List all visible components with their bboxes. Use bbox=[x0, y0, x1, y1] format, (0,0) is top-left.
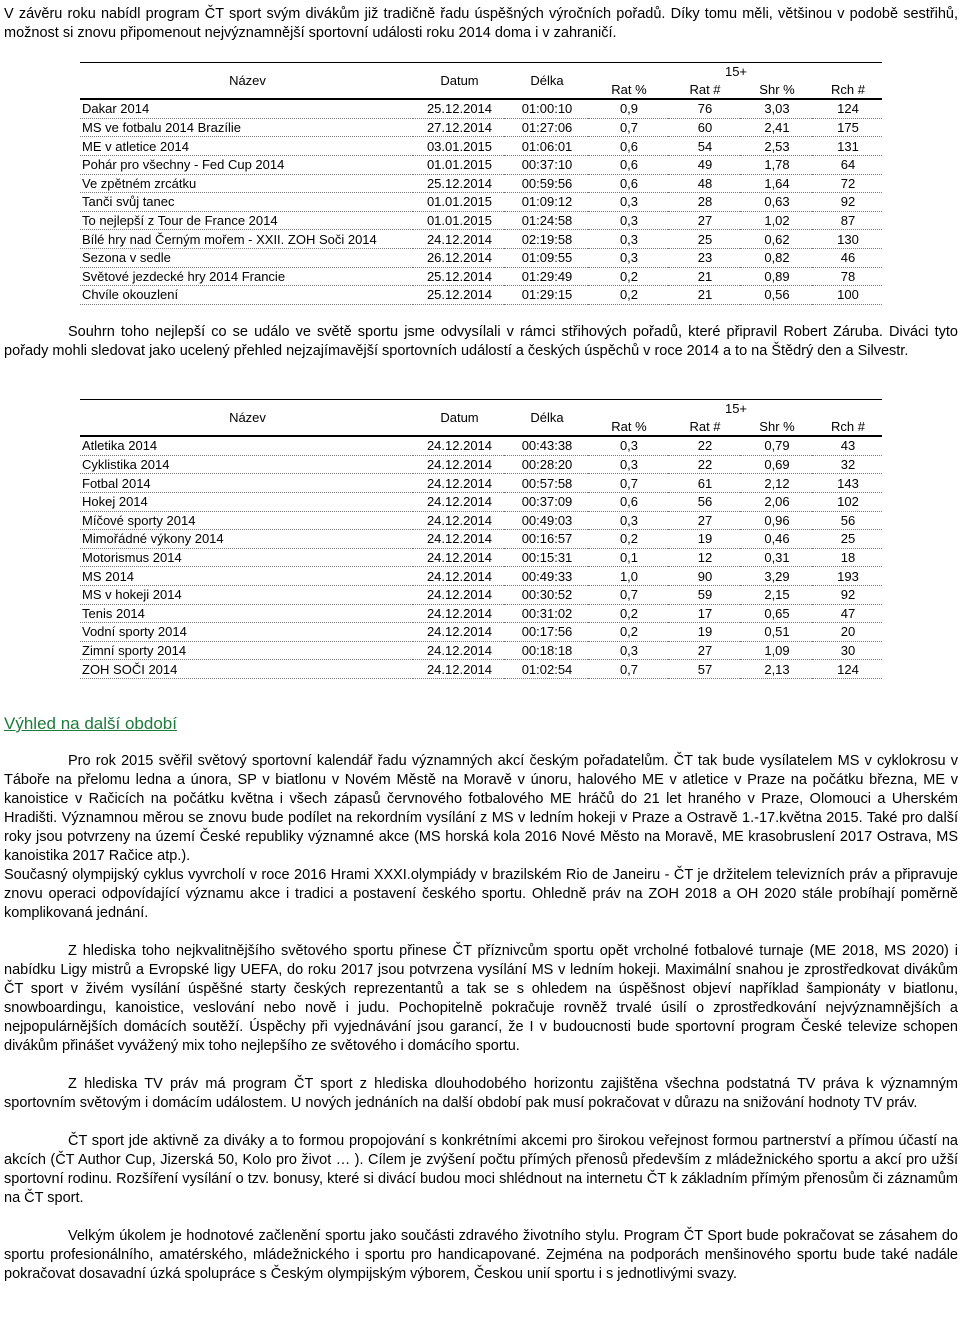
cell-length: 01:27:06 bbox=[504, 118, 588, 137]
cell-date: 25.12.2014 bbox=[413, 267, 504, 286]
cell-date: 25.12.2014 bbox=[413, 286, 504, 305]
cell-rat-pct: 0,2 bbox=[588, 286, 668, 305]
cell-length: 01:06:01 bbox=[504, 137, 588, 156]
cell-rat-num: 21 bbox=[668, 286, 740, 305]
header-length: Délka bbox=[504, 63, 588, 100]
outlook-paragraph-olympics: Současný olympijský cyklus vyvrcholí v roce 2016 Hrami XXXI.olympiády v brazilském Rio de Janeiru - ČT je držitelem televizních práv a připravuje znovu operaci odpovídající významu akce i tradici a postavení českého sportu. Ohledně práv na ZOH 2018 a OH 2020 stále probíhají poměrně komplikovaná jednání. bbox=[4, 867, 958, 921]
annual-programs-table bbox=[80, 62, 882, 305]
cell-shr-pct: 0,65 bbox=[740, 604, 812, 623]
cell-rat-pct: 0,3 bbox=[588, 211, 668, 230]
cell-name: ZOH SOČI 2014 bbox=[80, 660, 413, 679]
cell-rat-pct: 1,0 bbox=[588, 567, 668, 586]
table-row bbox=[80, 267, 882, 286]
cell-date: 26.12.2014 bbox=[413, 248, 504, 267]
cell-name: ME v atletice 2014 bbox=[80, 137, 413, 156]
table-row bbox=[80, 211, 882, 230]
cell-rat-num: 12 bbox=[668, 548, 740, 567]
cell-name: Tanči svůj tanec bbox=[80, 193, 413, 212]
cell-rat-pct: 0,7 bbox=[588, 474, 668, 493]
cell-rat-num: 56 bbox=[668, 492, 740, 511]
cell-date: 27.12.2014 bbox=[413, 118, 504, 137]
cell-rat-num: 17 bbox=[668, 604, 740, 623]
cell-shr-pct: 0,63 bbox=[740, 193, 812, 212]
cell-length: 00:17:56 bbox=[504, 623, 588, 642]
header-name: Název bbox=[80, 63, 413, 100]
cell-length: 00:16:57 bbox=[504, 530, 588, 549]
cell-name: Dakar 2014 bbox=[80, 99, 413, 118]
cell-length: 00:18:18 bbox=[504, 641, 588, 660]
cell-rch-num: 64 bbox=[812, 155, 882, 174]
section-title: Výhled na další období bbox=[4, 714, 177, 733]
cell-rch-num: 20 bbox=[812, 623, 882, 642]
cell-rat-pct: 0,9 bbox=[588, 99, 668, 118]
cell-date: 24.12.2014 bbox=[413, 436, 504, 455]
cell-rch-num: 30 bbox=[812, 641, 882, 660]
cell-rat-pct: 0,3 bbox=[588, 193, 668, 212]
cell-date: 25.12.2014 bbox=[413, 99, 504, 118]
cell-date: 01.01.2015 bbox=[413, 193, 504, 212]
cell-name: Tenis 2014 bbox=[80, 604, 413, 623]
cell-shr-pct: 0,79 bbox=[740, 436, 812, 455]
header-date: Datum bbox=[413, 63, 504, 100]
cell-name: Hokej 2014 bbox=[80, 492, 413, 511]
table-row bbox=[80, 436, 882, 455]
cell-rat-pct: 0,6 bbox=[588, 155, 668, 174]
cell-date: 24.12.2014 bbox=[413, 641, 504, 660]
cell-shr-pct: 0,51 bbox=[740, 623, 812, 642]
cell-rat-pct: 0,6 bbox=[588, 174, 668, 193]
cell-rat-num: 22 bbox=[668, 436, 740, 455]
cell-rat-pct: 0,3 bbox=[588, 511, 668, 530]
cell-rat-num: 49 bbox=[668, 155, 740, 174]
cell-rat-num: 59 bbox=[668, 585, 740, 604]
cell-name: Vodní sporty 2014 bbox=[80, 623, 413, 642]
cell-length: 01:24:58 bbox=[504, 211, 588, 230]
header-date: Datum bbox=[413, 400, 504, 437]
summary-paragraph: Souhrn toho nejlepší co se událo ve světě sportu jsme odvysílali v rámci střihových pořadů, které připravil Robert Záruba. Diváci tyto pořady mohli sledovat jako ucelený přehled nejzajímavější sportovních událostí a českých úspěchů v roce 2014 a to na Štědrý den a Silvestr. bbox=[4, 324, 958, 359]
cell-length: 00:49:03 bbox=[504, 511, 588, 530]
header-rat-num: Rat # bbox=[668, 418, 740, 437]
cell-shr-pct: 3,03 bbox=[740, 99, 812, 118]
cell-shr-pct: 0,69 bbox=[740, 455, 812, 474]
cell-name: MS ve fotbalu 2014 Brazílie bbox=[80, 118, 413, 137]
cell-rch-num: 193 bbox=[812, 567, 882, 586]
table-row bbox=[80, 118, 882, 137]
cell-name: Chvíle okouzlení bbox=[80, 286, 413, 305]
table-row bbox=[80, 474, 882, 493]
cell-name: Pohár pro všechny - Fed Cup 2014 bbox=[80, 155, 413, 174]
cell-length: 00:15:31 bbox=[504, 548, 588, 567]
cell-rat-num: 27 bbox=[668, 641, 740, 660]
table-row bbox=[80, 530, 882, 549]
header-shr-pct: Shr % bbox=[740, 81, 812, 100]
cell-shr-pct: 2,12 bbox=[740, 474, 812, 493]
cell-shr-pct: 2,13 bbox=[740, 660, 812, 679]
cell-shr-pct: 1,09 bbox=[740, 641, 812, 660]
header-rat-num: Rat # bbox=[668, 81, 740, 100]
cell-length: 00:49:33 bbox=[504, 567, 588, 586]
cell-length: 01:09:12 bbox=[504, 193, 588, 212]
cell-length: 00:37:10 bbox=[504, 155, 588, 174]
table-row bbox=[80, 193, 882, 212]
cell-shr-pct: 0,56 bbox=[740, 286, 812, 305]
cell-date: 24.12.2014 bbox=[413, 623, 504, 642]
cell-rat-pct: 0,3 bbox=[588, 248, 668, 267]
cell-rat-num: 76 bbox=[668, 99, 740, 118]
header-rch-num: Rch # bbox=[812, 81, 882, 100]
outlook-paragraph-events: Pro rok 2015 svěřil světový sportovní kalendář řadu významných akcí českým pořadatelům. ČT tak bude vysílatelem MS v cyklokrosu v Táboře na přelomu ledna a února, SP v biatlonu v Novém Městě na Moravě v únoru, halového ME v atletice v Praze na počátku března, ME v kanoistice v Račicích na počátku května i všech zápasů červnového fotbalového ME hráčů do 21 let hraného v Praze, Olomouci a Uherském Hradišti. Významnou měrou se znovu bude podílet na rekordním vysílání z MS v ledním hokeji v Praze a Ostravě 1.-17.května 2015. Také pro další roky jsou potvrzeny na území České republiky významné akce (MS horská kola 2016 Nové Město na Moravě, ME krasobruslení 2017 Ostrava, MS kanoistika 2017 Račice atp.). bbox=[4, 753, 958, 864]
cell-rch-num: 46 bbox=[812, 248, 882, 267]
table-row bbox=[80, 641, 882, 660]
cell-rat-num: 25 bbox=[668, 230, 740, 249]
cell-rat-pct: 0,3 bbox=[588, 455, 668, 474]
cell-name: MS 2014 bbox=[80, 567, 413, 586]
cell-date: 24.12.2014 bbox=[413, 230, 504, 249]
cell-rat-pct: 0,2 bbox=[588, 530, 668, 549]
cell-rch-num: 143 bbox=[812, 474, 882, 493]
cell-length: 00:59:56 bbox=[504, 174, 588, 193]
cell-rat-num: 57 bbox=[668, 660, 740, 679]
cell-date: 24.12.2014 bbox=[413, 660, 504, 679]
cell-shr-pct: 0,62 bbox=[740, 230, 812, 249]
cell-rat-num: 27 bbox=[668, 511, 740, 530]
cell-shr-pct: 0,31 bbox=[740, 548, 812, 567]
cell-date: 24.12.2014 bbox=[413, 604, 504, 623]
cell-shr-pct: 1,02 bbox=[740, 211, 812, 230]
cell-length: 01:29:49 bbox=[504, 267, 588, 286]
cell-rat-pct: 0,3 bbox=[588, 230, 668, 249]
cell-rat-pct: 0,6 bbox=[588, 137, 668, 156]
cell-name: Světové jezdecké hry 2014 Francie bbox=[80, 267, 413, 286]
cell-length: 01:02:54 bbox=[504, 660, 588, 679]
cell-name: Ve zpětném zrcátku bbox=[80, 174, 413, 193]
cell-rch-num: 18 bbox=[812, 548, 882, 567]
cell-date: 24.12.2014 bbox=[413, 585, 504, 604]
cell-shr-pct: 1,64 bbox=[740, 174, 812, 193]
cell-shr-pct: 2,53 bbox=[740, 137, 812, 156]
cell-date: 24.12.2014 bbox=[413, 474, 504, 493]
cell-rat-pct: 0,2 bbox=[588, 267, 668, 286]
cell-length: 00:28:20 bbox=[504, 455, 588, 474]
table-row bbox=[80, 567, 882, 586]
table-row bbox=[80, 511, 882, 530]
cell-rat-num: 48 bbox=[668, 174, 740, 193]
cell-length: 00:37:09 bbox=[504, 492, 588, 511]
cell-rch-num: 43 bbox=[812, 436, 882, 455]
cell-date: 24.12.2014 bbox=[413, 530, 504, 549]
table-row bbox=[80, 248, 882, 267]
table-row bbox=[80, 137, 882, 156]
outlook-paragraph-audience: ČT sport jde aktivně za diváky a to formou propojování s konkrétními akcemi pro širokou veřejnost formou partnerství a přímou účastí na akcích (ČT Author Cup, Jizerská 50, Kolo pro život … ). Cílem je zvýšení počtu přímých přenosů především z mládežnického sportu a akcí pro užší sportovní rodinu. Rozšíření vysílání o tzv. bonusy, které si divácí budou moci shlédnout na internetu ČT k základním přímým přenosům či záznamům na ČT sport. bbox=[4, 1133, 958, 1206]
header-rat-pct: Rat % bbox=[588, 418, 668, 437]
cell-rat-pct: 0,7 bbox=[588, 660, 668, 679]
cell-rat-num: 61 bbox=[668, 474, 740, 493]
table-row bbox=[80, 585, 882, 604]
header-length: Délka bbox=[504, 400, 588, 437]
review-programs-table bbox=[80, 399, 882, 679]
cell-rch-num: 92 bbox=[812, 585, 882, 604]
table-row bbox=[80, 155, 882, 174]
cell-rat-pct: 0,6 bbox=[588, 492, 668, 511]
cell-date: 24.12.2014 bbox=[413, 492, 504, 511]
cell-length: 00:43:38 bbox=[504, 436, 588, 455]
table-row bbox=[80, 660, 882, 679]
header-audience-group: 15+ bbox=[588, 63, 882, 81]
intro-paragraph: V závěru roku nabídl program ČT sport svým divákům již tradičně řadu úspěšných výročních pořadů. Díky tomu měli, většinou v podobě sestřihů, možnost si znovu připomenout nejvýznamnější sportovní události roku 2014 doma i v zahraničí. bbox=[4, 6, 958, 41]
cell-name: Míčové sporty 2014 bbox=[80, 511, 413, 530]
table-row bbox=[80, 230, 882, 249]
cell-shr-pct: 0,46 bbox=[740, 530, 812, 549]
cell-shr-pct: 0,96 bbox=[740, 511, 812, 530]
outlook-paragraph-top-sport: Z hlediska toho nejkvalitnějšího světového sportu přinese ČT příznivcům sportu opět vrcholné fotbalové turnaje (ME 2018, MS 2020) i nabídku Ligy mistrů a Evropské ligy UEFA, do roku 2017 jsou potvrzena vysílání MS v ledním hokeji. Maximální snahou je zprostředkovat divákům ČT sport v živém vysílání úspěšné starty českých reprezentantů a tak se s ohledem na úspěšnost objeví například šampionáty v biatlonu, snowboardingu, kanoistice, veslování nebo nově i judu. Pochopitelně pokračuje rovněž trvalé úsilí o zprostředkování nejvýznamnějších a nejpopulárnějších domácích soutěží. Úspěchy při vyjednávání jsou garancí, že I v budoucnosti bude sportovní program České televize schopen divákům přinášet vyvážený mix toho nejlepšího ze světového i domácího sportu. bbox=[4, 943, 958, 1054]
cell-rch-num: 56 bbox=[812, 511, 882, 530]
cell-date: 24.12.2014 bbox=[413, 548, 504, 567]
cell-shr-pct: 0,89 bbox=[740, 267, 812, 286]
header-shr-pct: Shr % bbox=[740, 418, 812, 437]
cell-name: Sezona v sedle bbox=[80, 248, 413, 267]
cell-shr-pct: 2,15 bbox=[740, 585, 812, 604]
header-name: Název bbox=[80, 400, 413, 437]
cell-name: Mimořádné výkony 2014 bbox=[80, 530, 413, 549]
cell-rat-num: 19 bbox=[668, 530, 740, 549]
cell-date: 01.01.2015 bbox=[413, 211, 504, 230]
cell-rat-num: 23 bbox=[668, 248, 740, 267]
cell-rat-num: 28 bbox=[668, 193, 740, 212]
cell-rch-num: 102 bbox=[812, 492, 882, 511]
table-row bbox=[80, 604, 882, 623]
cell-length: 02:19:58 bbox=[504, 230, 588, 249]
table-row bbox=[80, 492, 882, 511]
cell-name: To nejlepší z Tour de France 2014 bbox=[80, 211, 413, 230]
header-rat-pct: Rat % bbox=[588, 81, 668, 100]
cell-rat-pct: 0,3 bbox=[588, 641, 668, 660]
cell-rch-num: 78 bbox=[812, 267, 882, 286]
cell-name: Fotbal 2014 bbox=[80, 474, 413, 493]
cell-name: MS v hokeji 2014 bbox=[80, 585, 413, 604]
cell-length: 00:57:58 bbox=[504, 474, 588, 493]
cell-rat-num: 90 bbox=[668, 567, 740, 586]
table-row bbox=[80, 455, 882, 474]
cell-length: 01:09:55 bbox=[504, 248, 588, 267]
cell-rch-num: 87 bbox=[812, 211, 882, 230]
cell-rch-num: 175 bbox=[812, 118, 882, 137]
cell-rat-num: 19 bbox=[668, 623, 740, 642]
table-row bbox=[80, 286, 882, 305]
cell-rat-num: 27 bbox=[668, 211, 740, 230]
cell-rat-num: 60 bbox=[668, 118, 740, 137]
cell-rch-num: 92 bbox=[812, 193, 882, 212]
cell-date: 25.12.2014 bbox=[413, 174, 504, 193]
cell-rat-num: 22 bbox=[668, 455, 740, 474]
table-row bbox=[80, 174, 882, 193]
table-row bbox=[80, 623, 882, 642]
cell-rat-num: 21 bbox=[668, 267, 740, 286]
cell-rat-pct: 0,3 bbox=[588, 436, 668, 455]
cell-shr-pct: 2,41 bbox=[740, 118, 812, 137]
cell-length: 01:29:15 bbox=[504, 286, 588, 305]
cell-rch-num: 32 bbox=[812, 455, 882, 474]
cell-shr-pct: 2,06 bbox=[740, 492, 812, 511]
cell-shr-pct: 1,78 bbox=[740, 155, 812, 174]
cell-rch-num: 100 bbox=[812, 286, 882, 305]
table-row bbox=[80, 548, 882, 567]
cell-rch-num: 124 bbox=[812, 99, 882, 118]
cell-length: 00:31:02 bbox=[504, 604, 588, 623]
cell-rch-num: 72 bbox=[812, 174, 882, 193]
cell-shr-pct: 3,29 bbox=[740, 567, 812, 586]
cell-date: 01.01.2015 bbox=[413, 155, 504, 174]
outlook-text bbox=[4, 752, 958, 1284]
cell-rat-num: 54 bbox=[668, 137, 740, 156]
cell-date: 24.12.2014 bbox=[413, 567, 504, 586]
header-rch-num: Rch # bbox=[812, 418, 882, 437]
cell-rat-pct: 0,2 bbox=[588, 623, 668, 642]
cell-rch-num: 130 bbox=[812, 230, 882, 249]
cell-rch-num: 25 bbox=[812, 530, 882, 549]
cell-rch-num: 124 bbox=[812, 660, 882, 679]
cell-name: Cyklistika 2014 bbox=[80, 455, 413, 474]
cell-shr-pct: 0,82 bbox=[740, 248, 812, 267]
cell-name: Motorismus 2014 bbox=[80, 548, 413, 567]
cell-length: 01:00:10 bbox=[504, 99, 588, 118]
cell-date: 03.01.2015 bbox=[413, 137, 504, 156]
outlook-paragraph-tv-rights: Z hlediska TV práv má program ČT sport z hlediska dlouhodobého horizontu zajištěna všechna podstatná TV práva k významným sportovním světovým i domácím událostem. U nových jednáních na další období pak musí pokračovat v důrazu na snižování hodnoty TV práv. bbox=[4, 1076, 958, 1111]
cell-date: 24.12.2014 bbox=[413, 455, 504, 474]
cell-length: 00:30:52 bbox=[504, 585, 588, 604]
cell-name: Zimní sporty 2014 bbox=[80, 641, 413, 660]
table-row bbox=[80, 99, 882, 118]
cell-name: Atletika 2014 bbox=[80, 436, 413, 455]
header-audience-group: 15+ bbox=[588, 400, 882, 418]
cell-rch-num: 47 bbox=[812, 604, 882, 623]
cell-name: Bílé hry nad Černým mořem - XXII. ZOH Soči 2014 bbox=[80, 230, 413, 249]
cell-date: 24.12.2014 bbox=[413, 511, 504, 530]
cell-rat-pct: 0,7 bbox=[588, 118, 668, 137]
cell-rch-num: 131 bbox=[812, 137, 882, 156]
cell-rat-pct: 0,2 bbox=[588, 604, 668, 623]
cell-rat-pct: 0,1 bbox=[588, 548, 668, 567]
cell-rat-pct: 0,7 bbox=[588, 585, 668, 604]
outlook-paragraph-healthy-lifestyle: Velkým úkolem je hodnotové začlenění sportu jako součásti zdravého životního stylu. Program ČT Sport bude pokračovat se zásahem do sportu profesionálního, amatérského, mládežnického i sportu pro handicapované. Zejména na podporách menšinového sportu bude také nadále pokračovat dosavadní úzká spolupráce s Českým olympijským výborem, Českou unií sportu i s jednotlivými svazy. bbox=[4, 1228, 958, 1282]
